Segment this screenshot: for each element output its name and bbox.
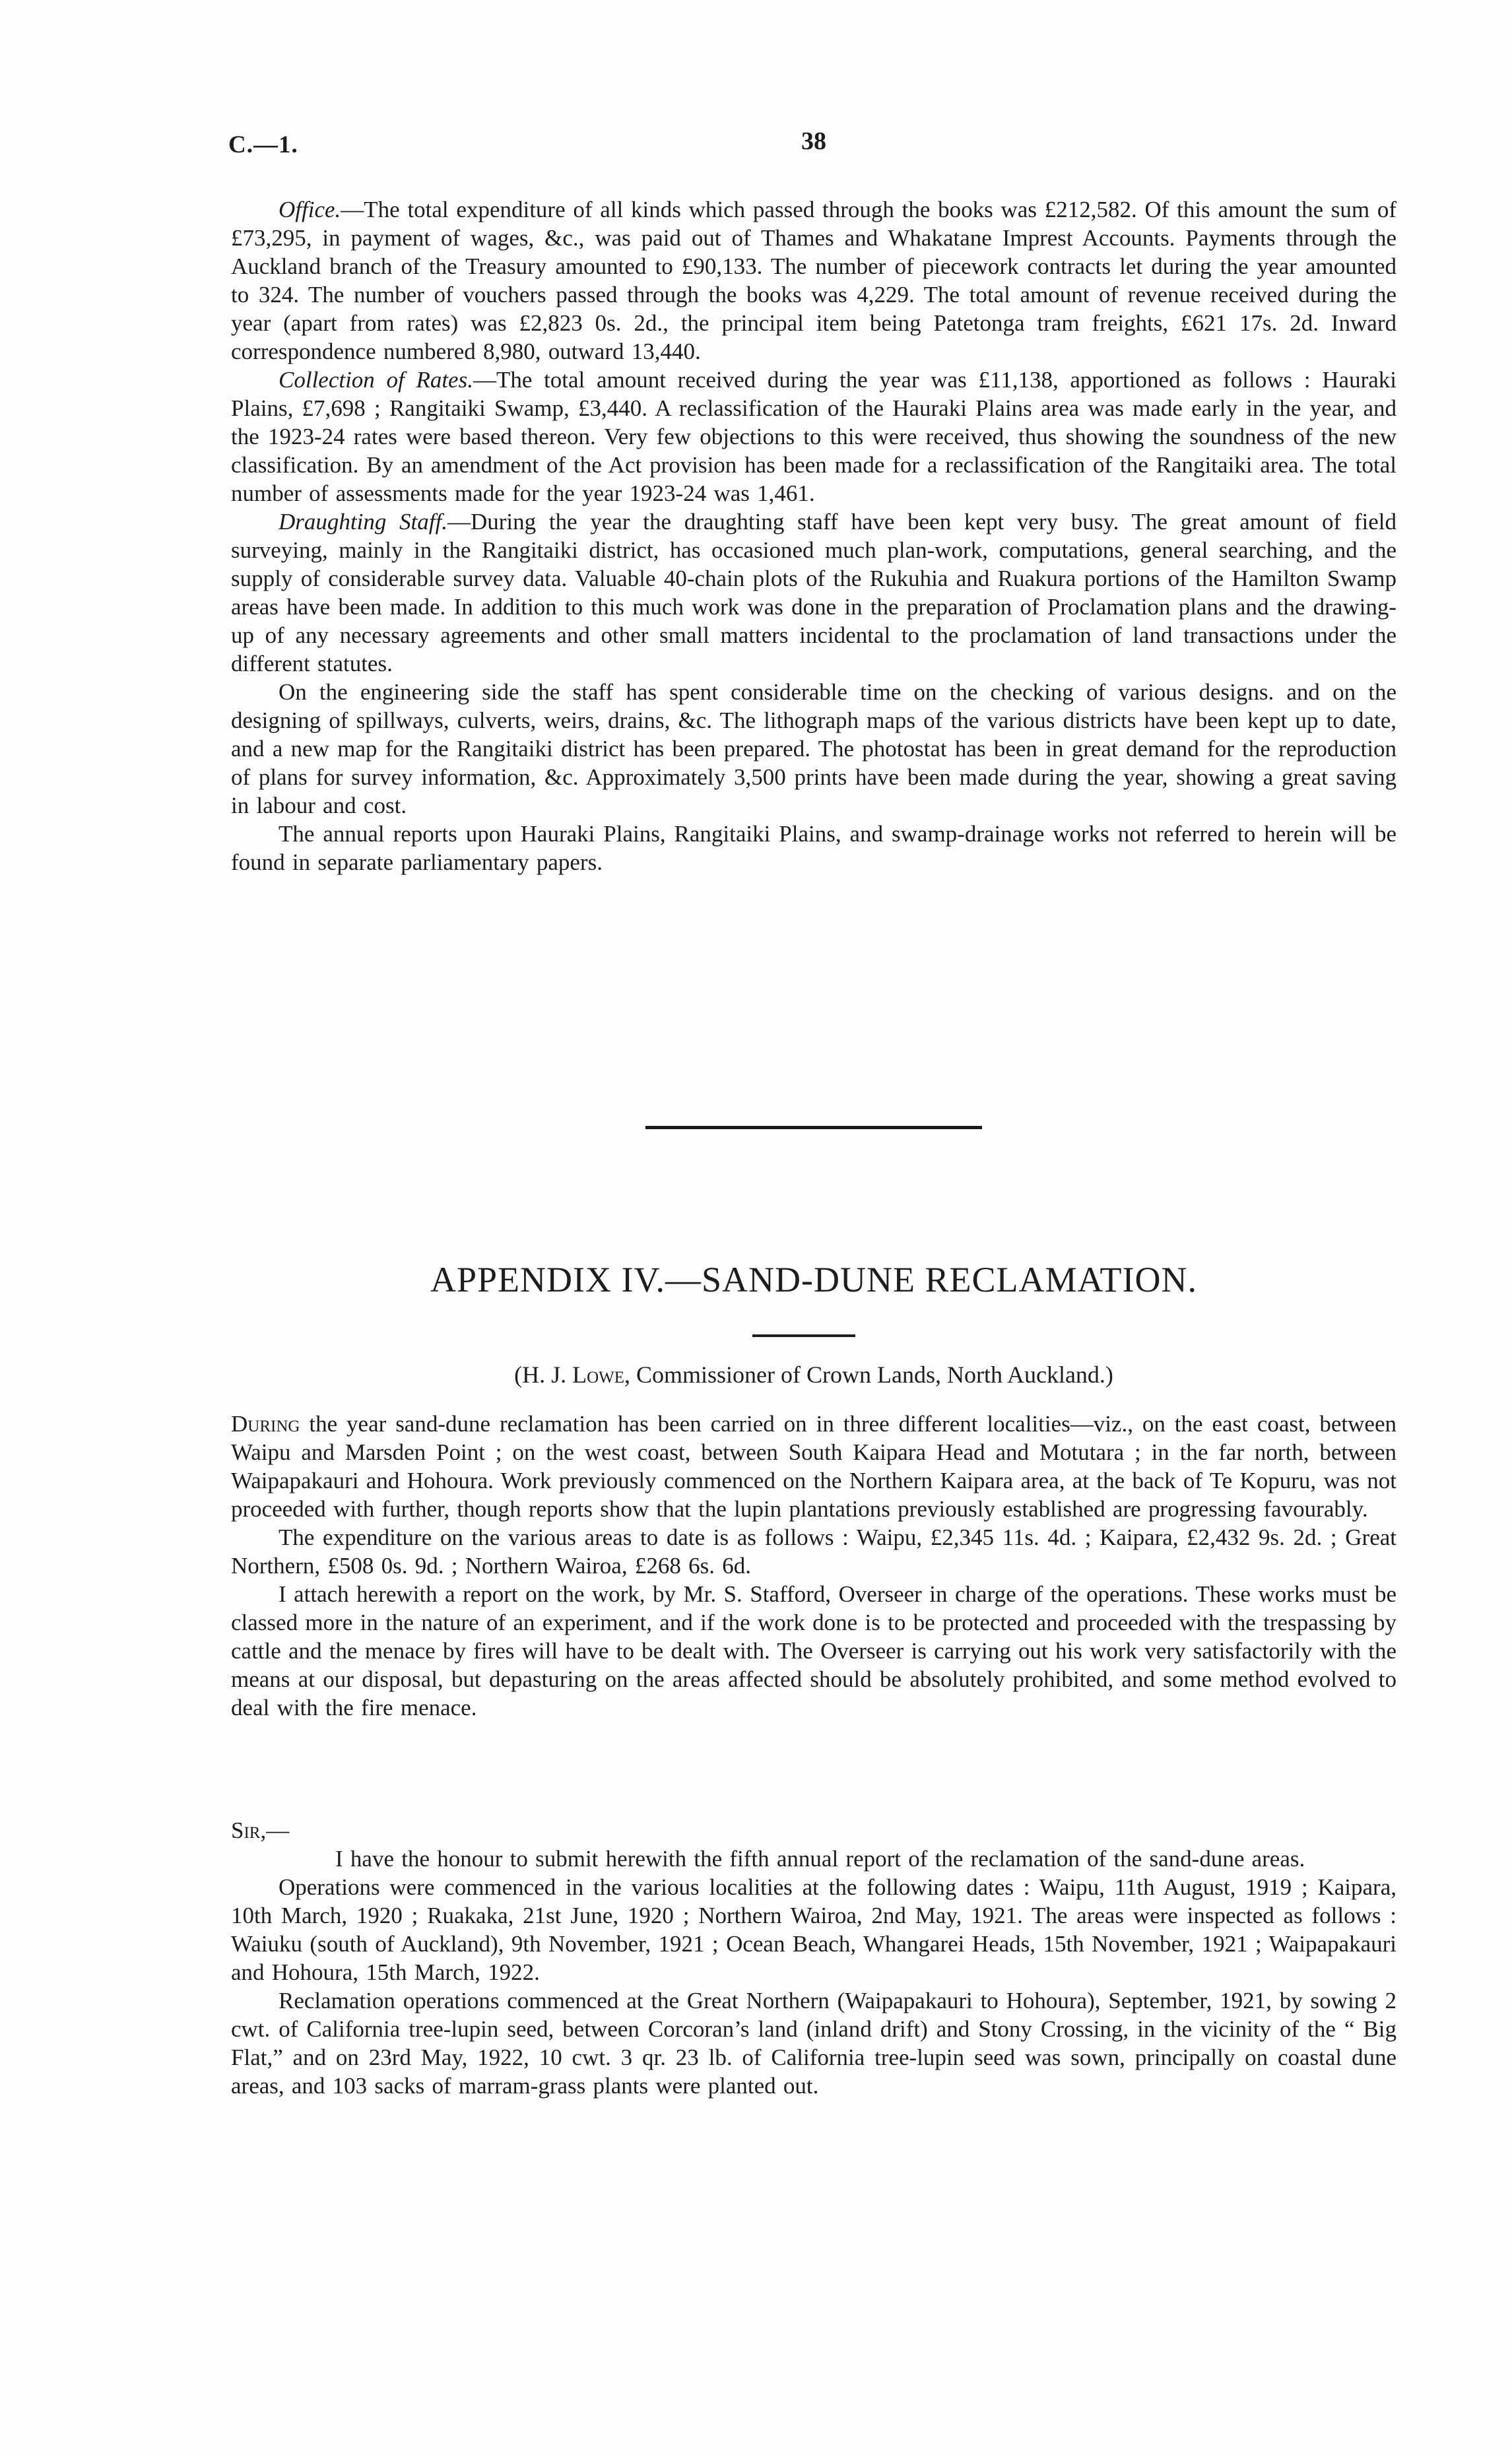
appendix-body-section (231, 1410, 1397, 1722)
byline-suffix: , Commissioner of Crown Lands, North Auckland.) (624, 1361, 1113, 1388)
paragraph-text: the year sand-dune reclamation has been carried on in three different localities—viz., on the east coast, between Waipu and Marsden Point ; on the west coast, between South Kaipara Head and Motutara ; in the far north, between Waipapakauri and Hohoura. Work previously commenced on the Northern Kaipara area, at the back of Te Kopuru, was not proceeded with further, though reports show that the lupin plantations previously established are progressing favourably. (231, 1411, 1397, 1522)
appendix-title: APPENDIX IV.—SAND-DUNE RECLAMATION. (430, 1260, 1197, 1299)
byline-name: Lowe (572, 1361, 624, 1388)
paragraph-annual-reports (231, 820, 1397, 876)
document-reference: C.—1. (228, 131, 298, 158)
paragraph-text: I attach herewith a report on the work, by Mr. S. Stafford, Overseer in charge of the operations. These works must be classed more in the nature of an experiment, and if the work done is to be protected and proceeded with the trespassing by cattle and the menace by fires will have to be dealt with. The Overseer is carrying out his work very satisfactorily with the means at our disposal, but depasturing on the areas affected should be absolutely prohibited, and some method evolved to deal with the fire menace. (231, 1581, 1397, 1720)
letter-salutation (231, 1816, 1397, 1845)
paragraph-office (231, 195, 1397, 366)
paragraph-during (231, 1410, 1397, 1523)
paragraph-text: The expenditure on the various areas to date is as follows : Waipu, £2,345 11s. 4d. ; Kaipara, £2,432 9s. 2d. ; Great Northern, £508 0s. 9d. ; Northern Wairoa, £268 6s. 6d. (231, 1524, 1397, 1579)
paragraph-attach-report (231, 1580, 1397, 1722)
paragraph-text: The annual reports upon Hauraki Plains, Rangitaiki Plains, and swamp-drainage works not referred to herein will be found in separate parliamentary papers. (231, 821, 1397, 875)
paragraph-text: —The total amount received during the year was £11,138, apportioned as follows : Hauraki Plains, £7,698 ; Rangitaiki Swamp, £3,440. A reclassification of the Hauraki Plains area was made early in the year, and the 1923-24 rates were based thereon. Very few objections to this were received, thus showing the soundness of the new classification. By an amendment of the Act provision has been made for a reclassification of the Rangitaiki area. The total number of assessments made for the year 1923-24 was 1,461. (231, 367, 1397, 506)
page-number: 38 (801, 127, 826, 155)
section-divider (645, 1126, 982, 1129)
paragraph-reclamation-operations: Reclamation operations commenced at the Great Northern (Waipapakauri to Hohoura), September, 1921, by sowing 2 cwt. of California tree-lupin seed, between Corcoran’s land (inland drift) and Stony Crossing, in the vicinity of the “ Big Flat,” and on 23rd May, 1922, 10 cwt. 3 qr. 23 lb. of California tree-lupin seed was sown, principally on coastal dune areas, and 103 sacks of marram-grass plants were planted out. (231, 1988, 1397, 2099)
paragraph-operations-dates: Operations were commenced in the various localities at the following dates : Waipu, 11th August, 1919 ; Kaipara, 10th March, 1920 ; Ruakaka, 21st June, 1920 ; Northern Wairoa, 2nd May, 1921. The areas were inspected as follows : Waiuku (south of Auckland), 9th November, 1921 ; Ocean Beach, Whangarei Heads, 15th November, 1921 ; Waipapakauri and Hohoura, 15th March, 1922. (231, 1874, 1397, 1985)
letter-section (231, 1816, 1397, 2100)
salutation-text: Sir,— (231, 1817, 290, 1843)
paragraph-lead: Collection of Rates. (279, 367, 473, 393)
appendix-byline (231, 1361, 1397, 1389)
report-section (231, 195, 1397, 876)
paragraph-text: —During the year the draughting staff have been kept very busy. The great amount of field surveying, mainly in the Rangitaiki district, has occasioned much plan-work, computations, general searching, and the supply of considerable survey data. Valuable 40-chain plots of the Rukuhia and Ruakura portions of the Hamilton Swamp areas have been made. In addition to this much work was done in the preparation of Proclamation plans and the drawing-up of any necessary agreements and other small matters incidental to the proclamation of land transactions under the different statutes. (231, 509, 1397, 676)
paragraph-engineering (231, 678, 1397, 820)
paragraph-text: —The total expenditure of all kinds which passed through the books was £212,582. Of this amount the sum of £73,295, in payment of wages, &c., was paid out of Thames and Whakatane Imprest Accounts. Payments through the Auckland branch of the Treasury amounted to £90,133. The number of piecework contracts let during the year amounted to 324. The number of vouchers passed through the books was 4,229. The total amount of revenue received during the year (apart from rates) was £2,823 0s. 2d., the principal item being Patetonga tram freights, £621 17s. 2d. Inward correspondence numbered 8,980, outward 13,440. (231, 197, 1397, 364)
byline-prefix: (H. J. (514, 1361, 573, 1388)
paragraph-lead: Office. (279, 197, 341, 222)
paragraph-lead-smallcaps: During (231, 1411, 300, 1437)
paragraph-collection-of-rates (231, 366, 1397, 507)
paragraph-expenditure (231, 1523, 1397, 1580)
paragraph-draughting-staff (231, 507, 1397, 678)
paragraph-lead: Draughting Staff. (279, 509, 447, 535)
paragraph-text: On the engineering side the staff has spent considerable time on the checking of various designs. and on the designing of spillways, culverts, weirs, drains, &c. The lithograph maps of the various districts have been kept up to date, and a new map for the Rangitaiki district has been prepared. The photostat has been in great demand for the reproduction of plans for survey information, &c. Approximately 3,500 prints have been made during the year, showing a great saving in labour and cost. (231, 679, 1397, 818)
title-divider (752, 1334, 855, 1337)
paragraph-honour: I have the honour to submit herewith the fifth annual report of the reclamation of the sand-dune areas. (335, 1846, 1305, 1872)
